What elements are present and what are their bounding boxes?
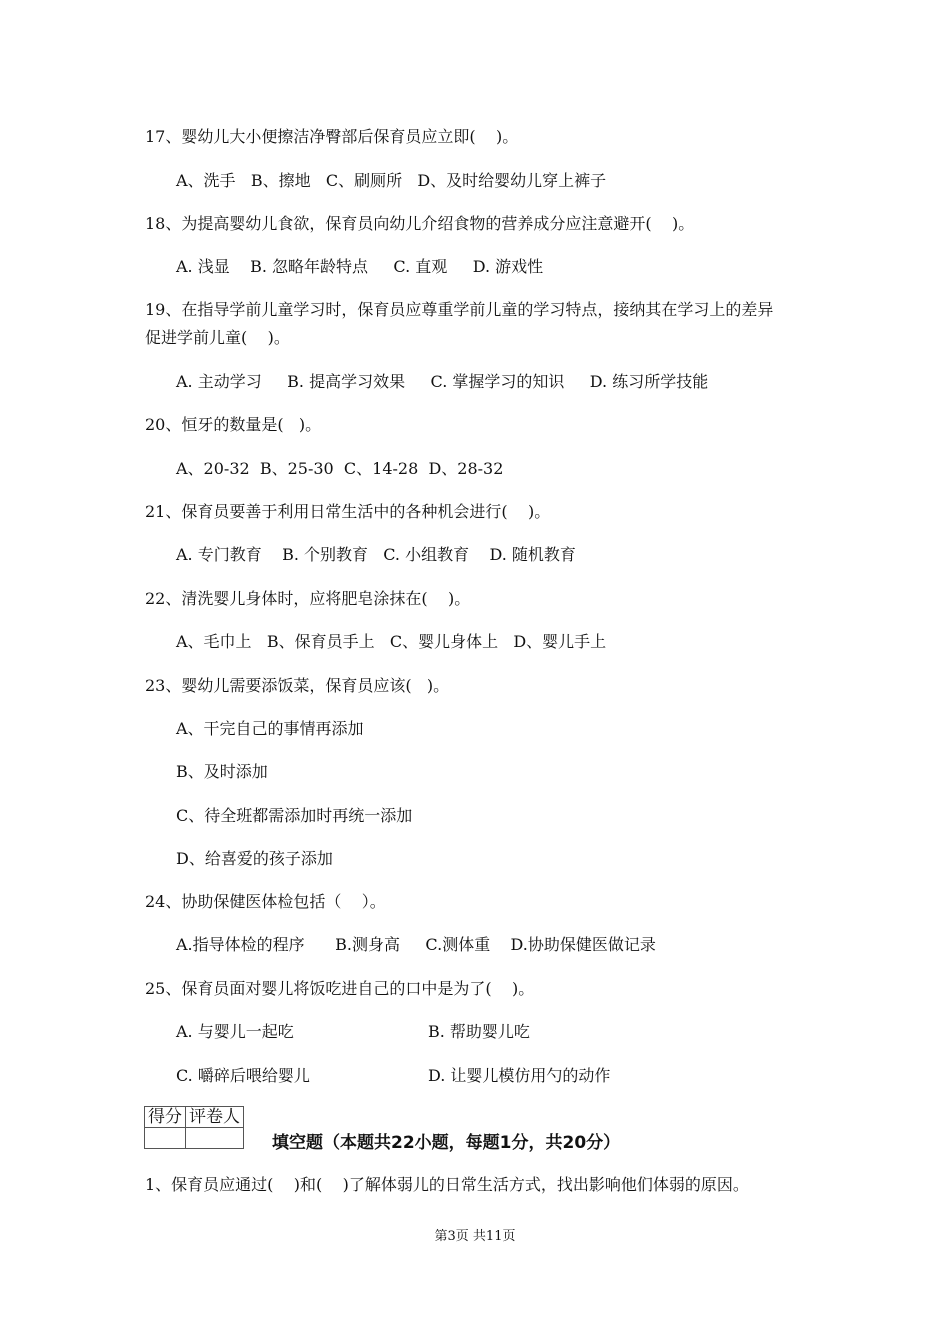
section-title: 填空题（本题共22小题，每题1分，共20分） [272, 1133, 621, 1153]
question-22: 22、清洗婴儿身体时，应将肥皂涂抹在( )。 [145, 589, 471, 608]
question-23-option-c: C、待全班都需添加时再统一添加 [176, 806, 413, 825]
question-21: 21、保育员要善于利用日常生活中的各种机会进行( )。 [145, 502, 551, 521]
question-18: 18、为提高婴幼儿食欲，保育员向幼儿介绍食物的营养成分应注意避开( )。 [145, 214, 695, 233]
question-23: 23、婴幼儿需要添饭菜，保育员应该( )。 [145, 676, 450, 695]
question-23-option-b: B、及时添加 [176, 762, 268, 781]
question-21-options: A. 专门教育 B. 个别教育 C. 小组教育 D. 随机教育 [176, 545, 576, 564]
question-18-options: A. 浅显 B. 忽略年龄特点 C. 直观 D. 游戏性 [176, 257, 544, 276]
question-25: 25、保育员面对婴儿将饭吃进自己的口中是为了( )。 [145, 979, 535, 998]
question-25-option-b: B. 帮助婴儿吃 [428, 1022, 530, 1041]
fill-blank-question-1: 1、保育员应通过( )和( )了解体弱儿的日常生活方式，找出影响他们体弱的原因。 [145, 1175, 749, 1194]
question-23-option-a: A、干完自己的事情再添加 [176, 719, 364, 738]
question-24: 24、协助保健医体检包括（ ）。 [145, 892, 386, 911]
question-25-option-d: D. 让婴儿模仿用勺的动作 [428, 1066, 611, 1085]
question-19-continued: 促进学前儿童( )。 [145, 328, 290, 347]
score-box [144, 1106, 244, 1149]
question-23-option-d: D、给喜爱的孩子添加 [176, 849, 333, 868]
grader-cell [186, 1128, 244, 1149]
question-25-option-a: A. 与婴儿一起吃 [176, 1022, 294, 1041]
question-25-option-c: C. 嚼碎后喂给婴儿 [176, 1066, 310, 1085]
question-17: 17、婴幼儿大小便擦洁净臀部后保育员应立即( )。 [145, 127, 519, 146]
question-24-options: A.指导体检的程序 B.测身高 C.测体重 D.协助保健医做记录 [176, 935, 656, 954]
question-17-options: A、洗手 B、擦地 C、刷厕所 D、及时给婴幼儿穿上裤子 [176, 171, 607, 190]
score-cell [145, 1128, 186, 1149]
grader-label: 评卷人 [186, 1107, 244, 1128]
question-20-options: A、20-32 B、25-30 C、14-28 D、28-32 [176, 459, 504, 478]
score-label: 得分 [145, 1107, 186, 1128]
page-footer: 第3页 共11页 [434, 1229, 516, 1244]
question-19-options: A. 主动学习 B. 提高学习效果 C. 掌握学习的知识 D. 练习所学技能 [176, 372, 709, 391]
question-20: 20、恒牙的数量是( )。 [145, 415, 322, 434]
question-22-options: A、毛巾上 B、保育员手上 C、婴儿身体上 D、婴儿手上 [176, 632, 607, 651]
question-19: 19、在指导学前儿童学习时，保育员应尊重学前儿童的学习特点，接纳其在学习上的差异 [145, 300, 774, 319]
